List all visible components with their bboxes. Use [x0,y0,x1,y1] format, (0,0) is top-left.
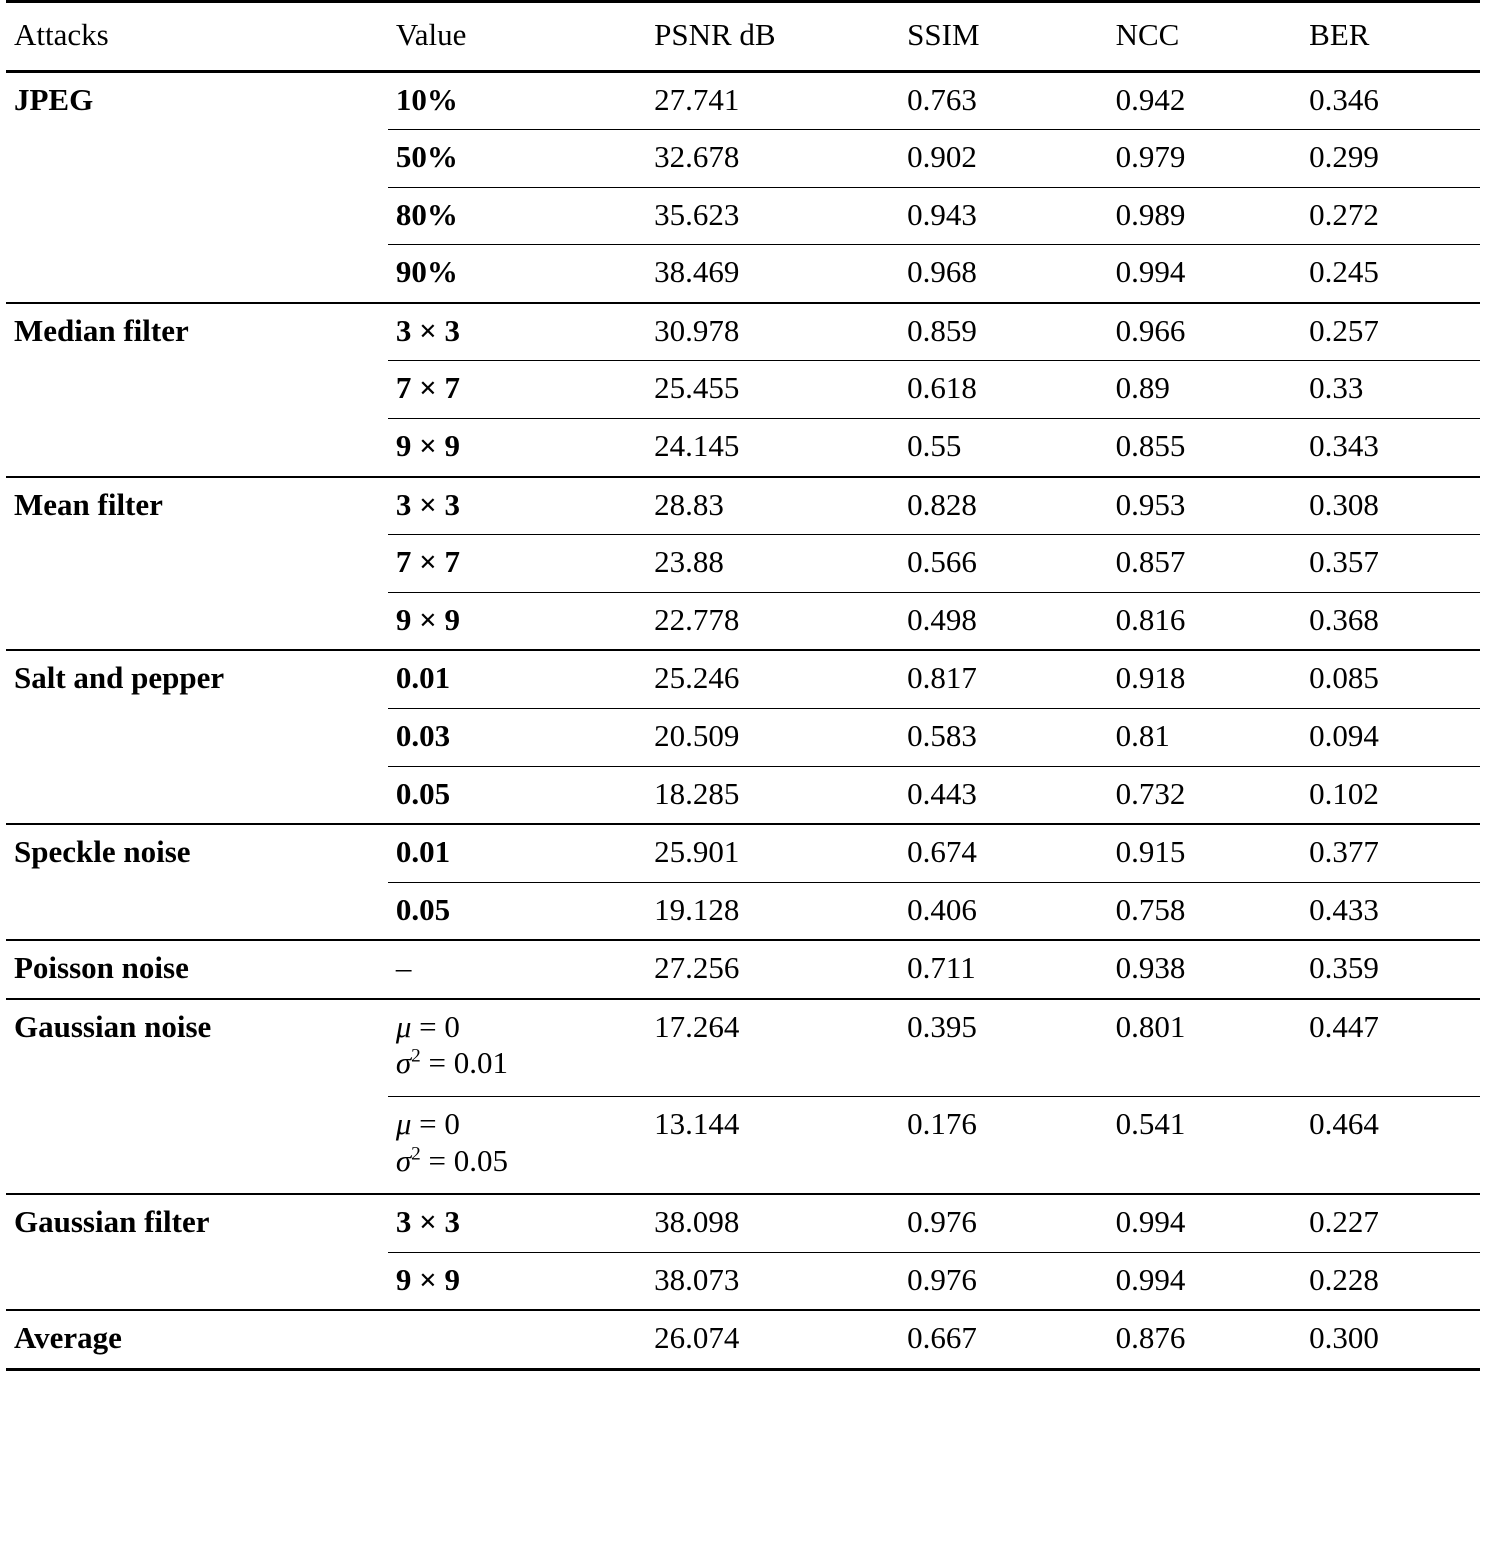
cell-ber: 0.227 [1301,1194,1480,1252]
cell-ssim: 0.817 [899,650,1107,708]
cell-psnr: 19.128 [646,882,899,940]
cell-attack-name [6,361,388,419]
cell-attack-name [6,708,388,766]
cell-psnr: 38.073 [646,1252,899,1310]
table-row [6,187,1480,245]
column-header-psnr: PSNR dB [654,17,776,52]
cell-ncc: 0.942 [1108,71,1302,130]
cell-ssim: 0.976 [899,1252,1107,1310]
cell-value: 3 × 3 [388,477,646,535]
cell-ncc: 0.915 [1108,824,1302,882]
cell-psnr: 32.678 [646,130,899,188]
cell-psnr: 27.741 [646,71,899,130]
cell-ssim: 0.711 [899,940,1107,999]
cell-ncc: 0.816 [1108,592,1302,650]
cell-ncc: 0.855 [1108,419,1302,477]
table-row [6,708,1480,766]
cell-ber: 0.464 [1301,1096,1480,1194]
cell-ncc: 0.918 [1108,650,1302,708]
cell-psnr: 25.455 [646,361,899,419]
cell-psnr: 26.074 [646,1310,899,1369]
table-row [6,1194,1480,1252]
value-math-line: $\sigma^2 = 0.01$ [395,1045,508,1081]
cell-ber: 0.359 [1301,940,1480,999]
cell-value: 7 × 7 [388,361,646,419]
cell-value: 80% [388,187,646,245]
cell-psnr: 30.978 [646,303,899,361]
table-row [6,361,1480,419]
table-row [6,766,1480,824]
cell-value: 0.01 [388,824,646,882]
cell-ncc: 0.994 [1108,1252,1302,1310]
value-math-line: μ = 0 [395,1105,460,1141]
cell-ssim: 0.395 [899,999,1107,1097]
cell-ssim: 0.406 [899,882,1107,940]
table-row [6,419,1480,477]
cell-ssim: 0.828 [899,477,1107,535]
column-header-value: Value [395,17,467,52]
cell-attack-name [6,1252,388,1310]
cell-ncc: 0.89 [1108,361,1302,419]
cell-value: 0.01 [388,650,646,708]
table-row [6,1096,1480,1194]
cell-value: – [388,940,646,999]
table-row [6,824,1480,882]
cell-value: 50% [388,130,646,188]
cell-ncc: 0.966 [1108,303,1302,361]
cell-psnr: 23.88 [646,535,899,593]
cell-value: 0.03 [388,708,646,766]
table-row [6,245,1480,303]
column-header-ncc: NCC [1115,17,1180,52]
cell-attack-name [6,419,388,477]
cell-psnr: 28.83 [646,477,899,535]
cell-psnr: 13.144 [646,1096,899,1194]
cell-value: 0.05 [388,882,646,940]
cell-psnr: 25.246 [646,650,899,708]
cell-ncc: 0.979 [1108,130,1302,188]
value-math-line: μ = 0 [395,1008,460,1044]
cell-ber: 0.272 [1301,187,1480,245]
cell-ber: 0.085 [1301,650,1480,708]
cell-psnr: 17.264 [646,999,899,1097]
cell-psnr: 20.509 [646,708,899,766]
cell-attack-name: JPEG [6,71,388,130]
cell-ber: 0.357 [1301,535,1480,593]
cell-ber: 0.377 [1301,824,1480,882]
cell-ber: 0.308 [1301,477,1480,535]
attack-robustness-table [6,0,1480,1371]
cell-attack-name: Gaussian noise [6,999,388,1097]
cell-ncc: 0.953 [1108,477,1302,535]
cell-attack-name: Poisson noise [6,940,388,999]
cell-ber: 0.447 [1301,999,1480,1097]
cell-ssim: 0.618 [899,361,1107,419]
cell-ber: 0.346 [1301,71,1480,130]
cell-value: 7 × 7 [388,535,646,593]
cell-ssim: 0.763 [899,71,1107,130]
cell-psnr: 25.901 [646,824,899,882]
cell-ber: 0.102 [1301,766,1480,824]
cell-value: 0.05 [388,766,646,824]
cell-ssim: 0.968 [899,245,1107,303]
cell-ncc: 0.989 [1108,187,1302,245]
cell-attack-name [6,535,388,593]
cell-ber: 0.433 [1301,882,1480,940]
table-row [6,1310,1480,1369]
table-row [6,477,1480,535]
cell-ber: 0.343 [1301,419,1480,477]
cell-attack-name: Mean filter [6,477,388,535]
table-row [6,592,1480,650]
cell-attack-name: Gaussian filter [6,1194,388,1252]
table-body [6,71,1480,1369]
cell-ssim: 0.902 [899,130,1107,188]
cell-ssim: 0.943 [899,187,1107,245]
cell-value: 9 × 9 [388,592,646,650]
cell-value [388,1310,646,1369]
cell-attack-name [6,187,388,245]
cell-attack-name [6,592,388,650]
cell-value [388,1096,646,1194]
table-row [6,650,1480,708]
column-header-ssim: SSIM [907,17,980,52]
table-header [6,2,1480,72]
cell-ssim: 0.859 [899,303,1107,361]
table-row [6,130,1480,188]
cell-ncc: 0.938 [1108,940,1302,999]
cell-ncc: 0.876 [1108,1310,1302,1369]
cell-ssim: 0.566 [899,535,1107,593]
cell-value: 3 × 3 [388,1194,646,1252]
cell-ncc: 0.81 [1108,708,1302,766]
cell-ncc: 0.758 [1108,882,1302,940]
cell-ber: 0.228 [1301,1252,1480,1310]
cell-ber: 0.094 [1301,708,1480,766]
cell-value: 10% [388,71,646,130]
cell-attack-name [6,1096,388,1194]
cell-attack-name: Average [6,1310,388,1369]
cell-ssim: 0.583 [899,708,1107,766]
cell-psnr: 38.098 [646,1194,899,1252]
cell-ncc: 0.857 [1108,535,1302,593]
column-header-attacks: Attacks [14,17,109,52]
table-row [6,303,1480,361]
cell-ncc: 0.994 [1108,1194,1302,1252]
table-row [6,940,1480,999]
cell-ncc: 0.994 [1108,245,1302,303]
cell-value: 9 × 9 [388,419,646,477]
value-math-line: $\sigma^2 = 0.05$ [395,1142,508,1178]
cell-ber: 0.257 [1301,303,1480,361]
cell-attack-name: Median filter [6,303,388,361]
cell-psnr: 27.256 [646,940,899,999]
table-header-row [6,2,1480,72]
cell-ssim: 0.498 [899,592,1107,650]
cell-psnr: 35.623 [646,187,899,245]
cell-ssim: 0.443 [899,766,1107,824]
table-row [6,999,1480,1097]
cell-ssim: 0.55 [899,419,1107,477]
cell-ssim: 0.176 [899,1096,1107,1194]
cell-attack-name: Salt and pepper [6,650,388,708]
cell-ber: 0.245 [1301,245,1480,303]
cell-value [388,999,646,1097]
cell-value: 90% [388,245,646,303]
table-row [6,71,1480,130]
cell-ber: 0.33 [1301,361,1480,419]
column-header-ber: BER [1309,17,1370,52]
table-row [6,882,1480,940]
cell-ssim: 0.976 [899,1194,1107,1252]
cell-psnr: 24.145 [646,419,899,477]
cell-ncc: 0.541 [1108,1096,1302,1194]
cell-attack-name [6,766,388,824]
cell-attack-name [6,130,388,188]
table-row [6,535,1480,593]
cell-psnr: 22.778 [646,592,899,650]
cell-ssim: 0.667 [899,1310,1107,1369]
cell-ber: 0.299 [1301,130,1480,188]
cell-ncc: 0.801 [1108,999,1302,1097]
cell-attack-name [6,882,388,940]
cell-ssim: 0.674 [899,824,1107,882]
cell-ber: 0.368 [1301,592,1480,650]
table-row [6,1252,1480,1310]
cell-psnr: 38.469 [646,245,899,303]
cell-value: 3 × 3 [388,303,646,361]
cell-attack-name: Speckle noise [6,824,388,882]
cell-value: 9 × 9 [388,1252,646,1310]
cell-ncc: 0.732 [1108,766,1302,824]
cell-ber: 0.300 [1301,1310,1480,1369]
cell-psnr: 18.285 [646,766,899,824]
cell-attack-name [6,245,388,303]
